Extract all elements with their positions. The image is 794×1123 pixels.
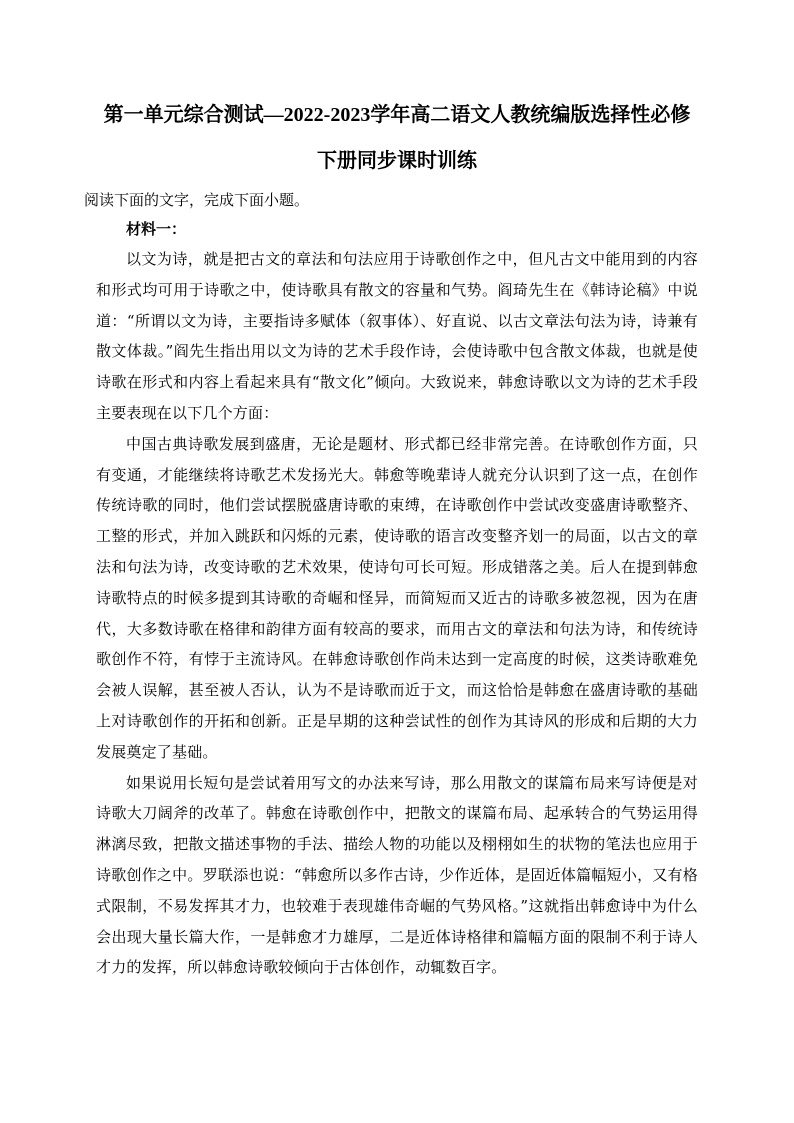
reading-instruction: 阅读下面的文字，完成下面小题。: [84, 191, 310, 209]
document-title: [96, 92, 698, 184]
body-paragraph-2: 中国古典诗歌发展到盛唐，无论是题材、形式都已经非常完善。在诗歌创作方面，只有变通，才能继续将诗歌艺术发扬光大。韩愈等晚辈诗人就充分认识到了这一点，在创作传统诗歌的同时，他们尝试摆脱盛唐诗歌的束缚，在诗歌创作中尝试改变盛唐诗歌整齐、工整的形式，并加入跳跃和闪烁的元素，使诗歌的语言改变整齐划一的局面，以古文的章法和句法为诗，改变诗歌的艺术效果，使诗句可长可短。形成错落之美。后人在提到韩愈诗歌特点的时候多提到其诗歌的奇崛和怪异，而简短而又近古的诗歌多被忽视，因为在唐代，大多数诗歌在格律和韵律方面有较高的要求，而用古文的章法和句法为诗，和传统诗歌创作不符，有悖于主流诗风。在韩愈诗歌创作尚未达到一定高度的时候，这类诗歌难免会被人误解，甚至被人否认，认为不是诗歌而近于文，而这恰恰是韩愈在盛唐诗歌的基础上对诗歌创作的开拓和创新。正是早期的这种尝试性的创作为其诗风的形成和后期的大力发展奠定了基础。: [96, 434, 698, 761]
material-label: 材料一：: [126, 220, 187, 238]
document-title-line-1: 第一单元综合测试—2022-2023学年高二语文人教统编版选择性必修: [103, 104, 691, 126]
body-paragraph-1: 以文为诗，就是把古文的章法和句法应用于诗歌创作之中，但凡古文中能用到的内容和形式均可用于诗歌之中，使诗歌具有散文的容量和气势。阎琦先生在《韩诗论稿》中说道：“所谓以文为诗，主要指诗多赋体（叙事体）、好直说、以古文章法句法为诗，诗兼有散文体裁。”阎先生指出用以文为诗的艺术手段作诗，会使诗歌中包含散文体裁，也就是使诗歌在形式和内容上看起来具有“散文化”倾向。大致说来，韩愈诗歌以文为诗的艺术手段主要表现在以下几个方面：: [96, 250, 698, 422]
body-paragraph-3: 如果说用长短句是尝试着用写文的办法来写诗，那么用散文的谋篇布局来写诗便是对诗歌大刀阔斧的改革了。韩愈在诗歌创作中，把散文的谋篇布局、起承转合的气势运用得淋漓尽致，把散文描述事物的手法、描绘人物的功能以及栩栩如生的状物的笔法也应用于诗歌创作之中。罗联添也说：“韩愈所以多作古诗，少作近体，是固近体篇幅短小，又有格式限制，不易发挥其才力，也较难于表现雄伟奇崛的气势风格。”这就指出韩愈诗中为什么会出现大量长篇大作，一是韩愈才力雄厚，二是近体诗格律和篇幅方面的限制不利于诗人才力的发挥，所以韩愈诗歌较倾向于古体创作，动辄数百字。: [96, 773, 698, 977]
document-title-line-2: 下册同步课时训练: [317, 150, 477, 172]
